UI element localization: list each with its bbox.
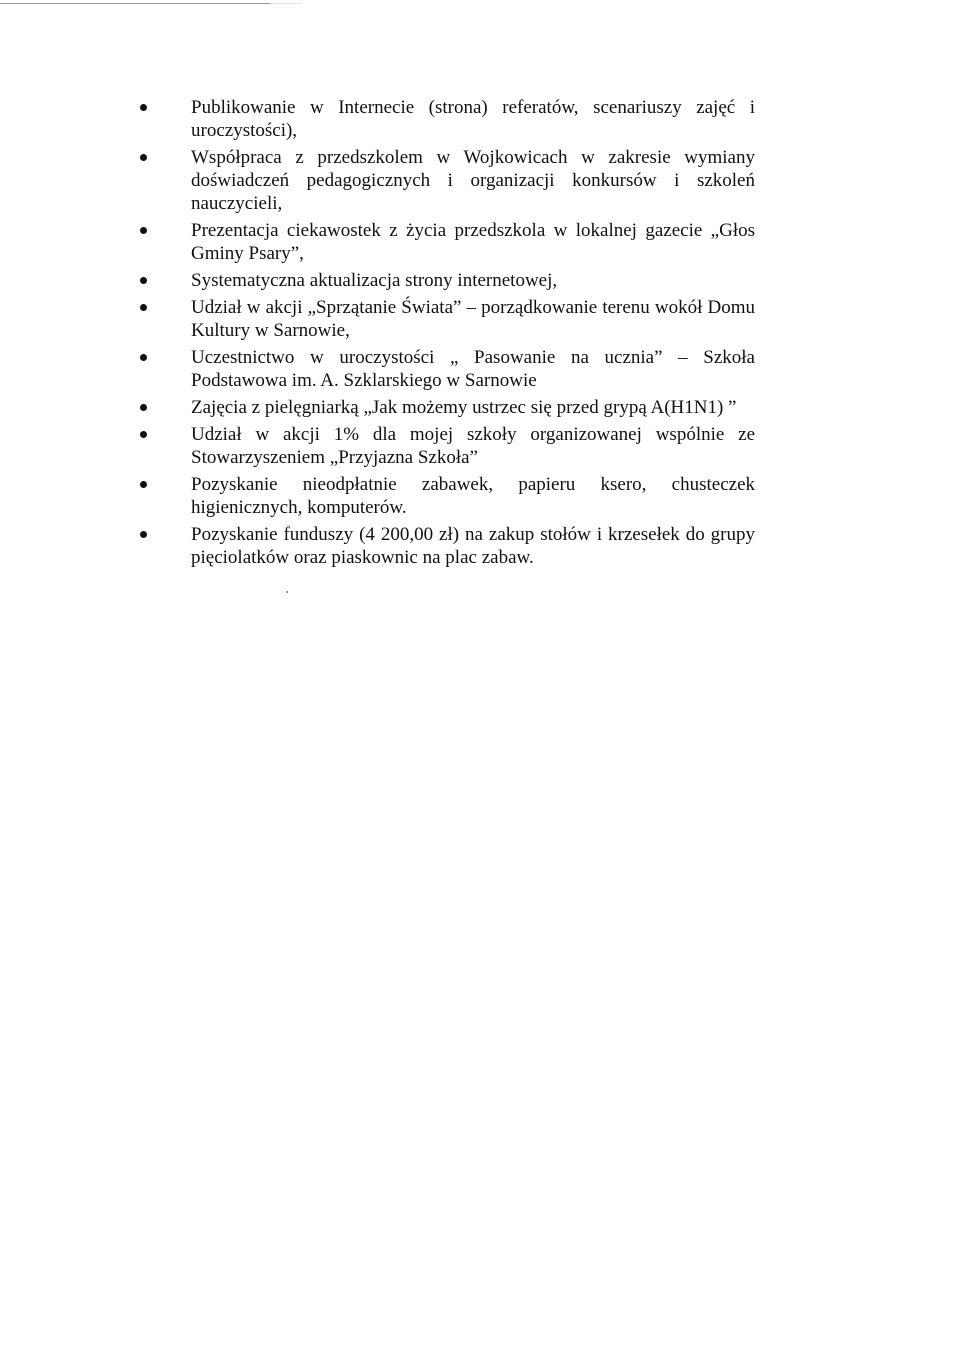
bullet-icon — [140, 304, 147, 311]
bullet-icon — [140, 227, 147, 234]
list-item-text: Udział w akcji 1% dla mojej szkoły organizowanej wspólnie ze Stowarzyszeniem „Przyjazna Szkoła” — [191, 424, 755, 468]
list-item — [0, 396, 755, 419]
bullet-icon — [140, 104, 147, 111]
list-item-text: Prezentacja ciekawostek z życia przedszkola w lokalnej gazecie „Głos Gminy Psary”, — [191, 220, 755, 264]
scan-edge-line-faint — [270, 3, 300, 4]
bullet-icon — [140, 531, 147, 538]
list-item-text: Publikowanie w Internecie (strona) referatów, scenariuszy zajęć i uroczystości), — [191, 97, 755, 141]
bullet-icon — [140, 354, 147, 361]
list-item-text: Udział w akcji „Sprzątanie Świata” – porządkowanie terenu wokół Domu Kultury w Sarnowie, — [191, 297, 755, 341]
scan-speck — [286, 591, 288, 593]
list-item — [0, 423, 755, 469]
bullet-icon — [140, 277, 147, 284]
list-item-text: Uczestnictwo w uroczystości „ Pasowanie na ucznia” – Szkoła Podstawowa im. A. Szklarskiego w Sarnowie — [191, 347, 755, 391]
list-item-text: Systematyczna aktualizacja strony internetowej, — [191, 270, 558, 291]
list-item — [0, 296, 755, 342]
list-item — [0, 269, 755, 292]
list-item — [0, 219, 755, 265]
bullet-icon — [140, 481, 147, 488]
list-item — [0, 146, 755, 215]
activities-list — [0, 96, 960, 573]
scan-edge-line — [0, 3, 270, 4]
list-item — [0, 473, 755, 519]
list-item-text: Zajęcia z pielęgniarką „Jak możemy ustrzec się przed grypą A(H1N1) ” — [191, 397, 737, 418]
list-item — [0, 96, 755, 142]
bullet-icon — [140, 404, 147, 411]
list-item-text: Współpraca z przedszkolem w Wojkowicach w zakresie wymiany doświadczeń pedagogicznych i organizacji konkursów i szkoleń nauczycieli, — [191, 147, 755, 214]
list-item-text: Pozyskanie nieodpłatnie zabawek, papieru ksero, chusteczek higienicznych, komputerów. — [191, 474, 755, 518]
bullet-icon — [140, 154, 147, 161]
list-item — [0, 523, 755, 569]
list-item — [0, 346, 755, 392]
bullet-icon — [140, 431, 147, 438]
list-item-text: Pozyskanie funduszy (4 200,00 zł) na zakup stołów i krzesełek do grupy pięciolatków oraz piaskownic na plac zabaw. — [191, 524, 755, 568]
